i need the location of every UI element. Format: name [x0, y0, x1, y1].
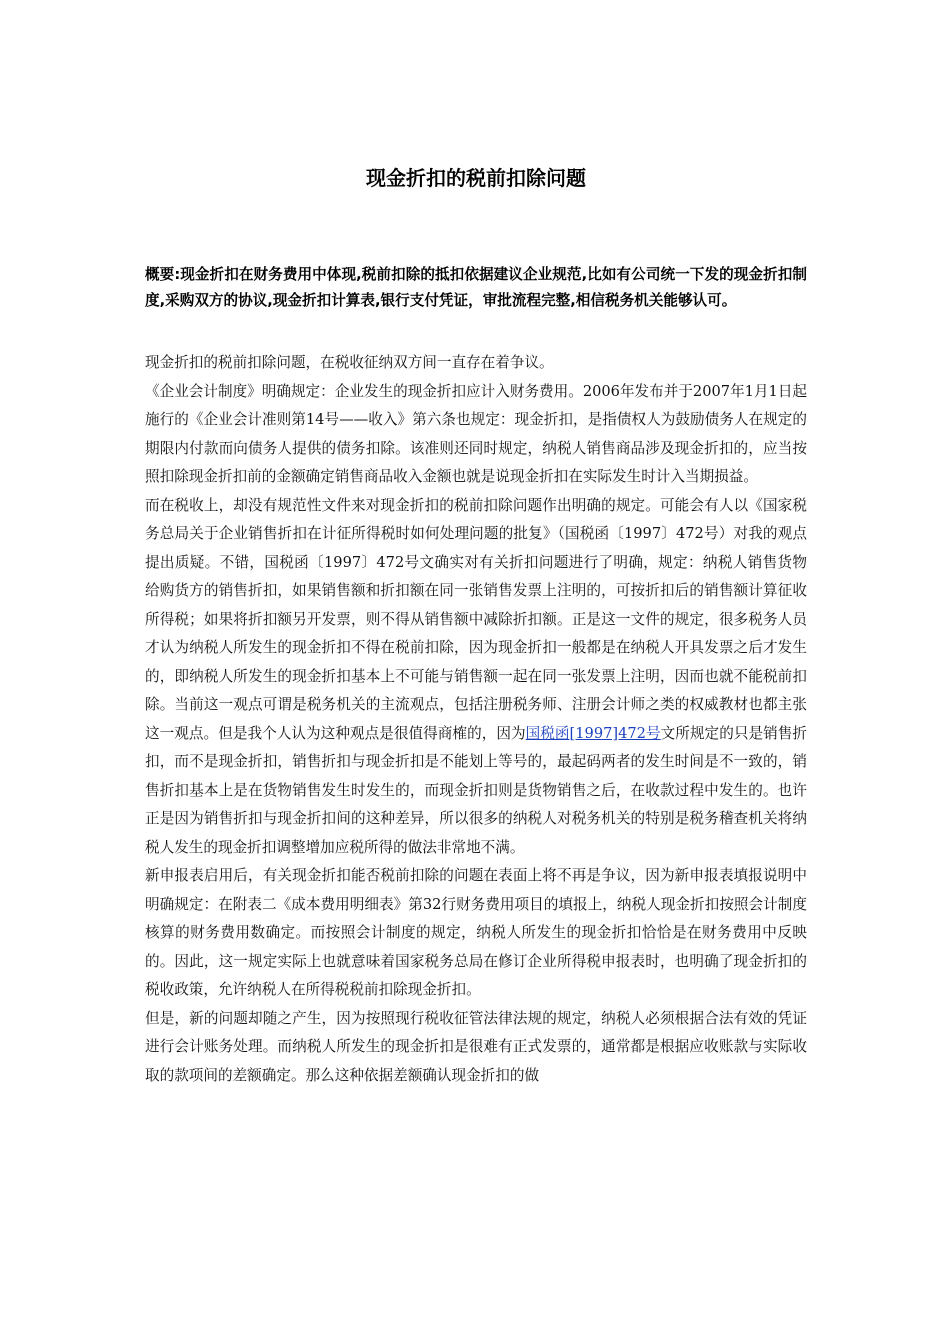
document-title: 现金折扣的税前扣除问题: [366, 166, 586, 190]
regulation-link[interactable]: 国税函[1997]472号: [525, 724, 661, 742]
paragraph-4: 新申报表启用后，有关现金折扣能否税前扣除的问题在表面上将不再是争议，因为新申报表填报说明中明确规定：在附表二《成本费用明细表》第32行财务费用项目的填报上，纳税人现金折扣按照会计制度核算的财务费用数确定。而按照会计制度的规定，纳税人所发生的现金折扣恰恰是在财务费用中反映的。因此，这一规定实际上也就意味着国家税务总局在修订企业所得税申报表时，也明确了现金折扣的税收政策，允许纳税人在所得税税前扣除现金折扣。: [145, 867, 807, 998]
paragraph-3-text: 而在税收上，却没有规范性文件来对现金折扣的税前扣除问题作出明确的规定。可能会有人以《国家税务总局关于企业销售折扣在计征所得税时如何处理问题的批复》（国税函〔1997〕472号）对我的观点提出质疑。不错，国税函〔1997〕472号文确实对有关折扣问题进行了明确，规定：纳税人销售货物给购货方的销售折扣，如果销售额和折扣额在同一张销售发票上注明的，可按折扣后的销售额计算征收所得税；如果将折扣额另开发票，则不得从销售额中减除折扣额。正是这一文件的规定，很多税务人员才认为纳税人所发生的现金折扣不得在税前扣除，因为现金折扣一般都是在纳税人开具发票之后才发生的，即纳税人所发生的现金折扣基本上不可能与销售额一起在同一张发票上注明，因而也就不能税前扣除。当前这一观点可谓是税务机关的主流观点，包括注册税务师、注册会计师之类的权威教材也都主张这一观点。但是我个人认为这种观点是很值得商榷的，因为: [145, 496, 807, 742]
document-body: [145, 349, 807, 1090]
paragraph-2: 《企业会计制度》明确规定：企业发生的现金折扣应计入财务费用。2006年发布并于2007年1月1日起施行的《企业会计准则第14号——收入》第六条也规定：现金折扣，是指债权人为鼓励债务人在规定的期限内付款而向债务人提供的债务扣除。该准则还同时规定，纳税人销售商品涉及现金折扣的，应当按照扣除现金折扣前的金额确定销售商品收入金额也就是说现金折扣在实际发生时计入当期损益。: [145, 382, 808, 485]
paragraph-5: 但是，新的问题却随之产生，因为按照现行税收征管法律法规的规定，纳税人必须根据合法有效的凭证进行会计账务处理。而纳税人所发生的现金折扣是很难有正式发票的，通常都是根据应收账款与实际收取的款项间的差额确定。那么这种依据差额确认现金折扣的做: [145, 1009, 807, 1084]
paragraph-1: 现金折扣的税前扣除问题，在税收征纳双方间一直存在着争议。: [145, 354, 554, 371]
paragraph-3: [145, 492, 807, 863]
paragraph-3-continued: 文所规定的只是销售折扣，而不是现金折扣，销售折扣与现金折扣是不能划上等号的，最起码两者的发生时间是不一致的，销售折扣基本上是在货物销售发生时发生的，而现金折扣则是货物销售之后，在收款过程中发生的。也许正是因为销售折扣与现金折扣间的这种差异，所以很多的纳税人对税务机关的特别是税务稽查机关将纳税人发生的现金折扣调整增加应税所得的做法非常地不满。: [145, 724, 807, 856]
document-summary: 概要:现金折扣在财务费用中体现,税前扣除的抵扣依据建议企业规范,比如有公司统一下发的现金折扣制度,采购双方的协议,现金折扣计算表,银行支付凭证，审批流程完整,相信税务机关能够认可。: [145, 266, 807, 309]
